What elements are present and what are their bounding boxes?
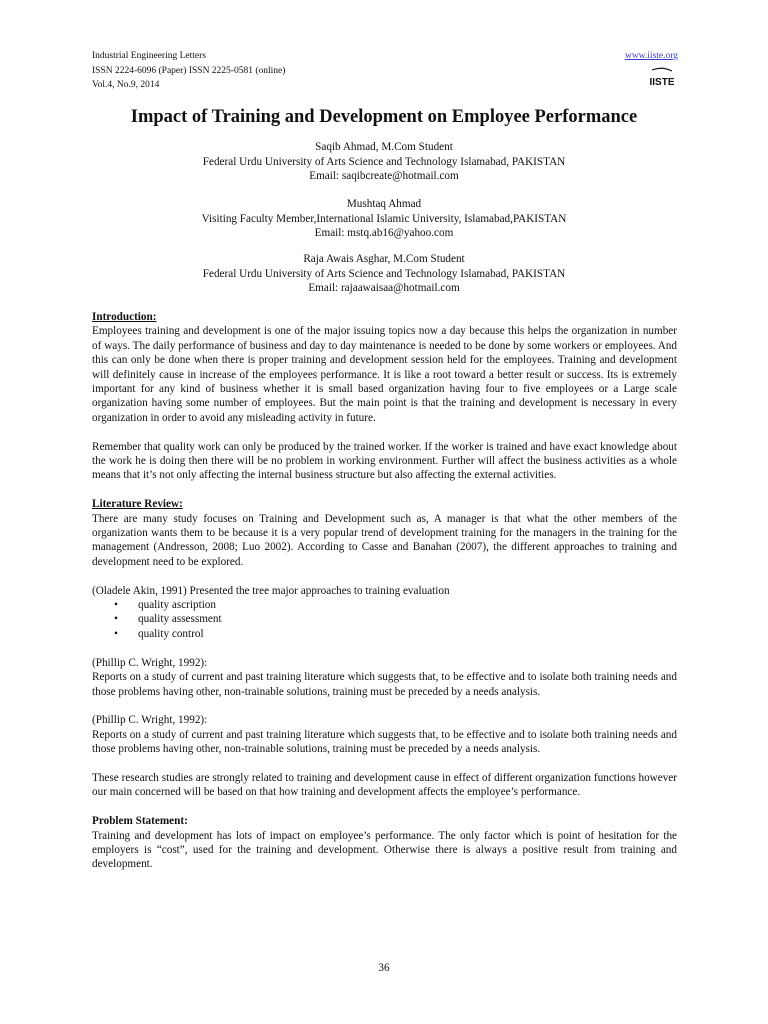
author-affiliation: Federal Urdu University of Arts Science and Technology Islamabad, PAKISTAN — [202, 267, 566, 280]
literature-review-heading: Literature Review: — [92, 498, 183, 511]
approaches-list — [92, 598, 677, 641]
journal-name: Industrial Engineering Letters — [92, 51, 206, 61]
author-email: Email: rajaawaisaa@hotmail.com — [308, 282, 460, 295]
bullet-icon: • — [114, 613, 118, 626]
author-email: Email: saqibcreate@hotmail.com — [309, 170, 459, 183]
author-email: Email: mstq.ab16@yahoo.com — [314, 227, 454, 240]
author-name: Mushtaq Ahmad — [346, 198, 422, 210]
list-item — [92, 598, 677, 612]
introduction-heading: Introduction: — [92, 311, 157, 323]
citation-1-text: Reports on a study of current and past training literature which suggests that, to be effective and to isolate both training needs and those problems having other, non-trainable solutions, training must be preceded by a needs analysis. — [92, 671, 677, 698]
citation-2: (Phillip C. Wright, 1992): — [92, 714, 208, 727]
journal-info — [92, 49, 680, 93]
author-name: Saqib Ahmad, M.Com Student — [315, 141, 453, 153]
list-item-text: quality ascription — [138, 599, 216, 612]
problem-statement-text: Training and development has lots of impact on employee’s performance. The only factor which is point of hesitation for the employers is “cost”, used for the training and development. Otherwise there is always a positive result from training and development. — [92, 829, 677, 871]
author-affiliation: Visiting Faculty Member,International Islamic University, Islamabad,PAKISTAN — [201, 212, 567, 225]
list-item — [92, 627, 677, 641]
author-affiliation: Federal Urdu University of Arts Science and Technology Islamabad, PAKISTAN — [202, 155, 566, 168]
author-block-3 — [40, 252, 728, 296]
page-number: 36 — [378, 962, 390, 974]
journal-volume: Vol.4, No.9, 2014 — [92, 80, 160, 90]
bullet-icon: • — [114, 599, 118, 612]
paper-body — [92, 310, 677, 886]
literature-review-intro: There are many study focuses on Training and Development such as, A manager is that what the other members of the organization wants them to be because it is a very popular trend of development training for the managers in the training for the management (Andresson, 2008; Luo 2002). According to Casse and Banahan (2007), the different approaches to training and development need to be explored. — [92, 512, 677, 568]
journal-issn: ISSN 2224-6096 (Paper) ISSN 2225-0581 (online) — [92, 65, 286, 76]
citation-1: (Phillip C. Wright, 1992): — [92, 656, 208, 669]
author-name: Raja Awais Asghar, M.Com Student — [303, 253, 465, 265]
approaches-lead: (Oladele Akin, 1991) Presented the tree major approaches to training evaluation — [92, 584, 450, 597]
author-block-1 — [40, 140, 728, 184]
journal-website-link[interactable]: www.iiste.org — [624, 51, 678, 61]
list-item-text: quality control — [138, 627, 204, 640]
problem-statement-heading: Problem Statement: — [92, 815, 188, 828]
introduction-paragraph-1: Employees training and development is one of the major issuing topics now a day because this helps the organization in number of ways. The daily performance of business and day to day maintenance is needed to be done by some workers or employees. And this can only be done when there is proper training and development session held for the employees. Training and development will definitely cause in increase of the employees performance. It is like a root toward a better result or success. Its is extremely important for any kind of business whether it is small based organization having four to five employees or a Large scale organization having some number of employees. But the main point is that the training and development is necessary in every organization in order to avoid any misleading activity in future. — [92, 325, 677, 424]
list-item — [92, 612, 677, 626]
paper-title: Impact of Training and Development on Employee Performance — [130, 107, 638, 127]
journal-header — [92, 49, 680, 94]
list-item-text: quality assessment — [138, 613, 222, 626]
author-block-2 — [40, 197, 728, 241]
iiste-logo — [649, 67, 675, 87]
svg-text:IISTE: IISTE — [649, 77, 675, 87]
bullet-icon: • — [114, 627, 118, 640]
introduction-paragraph-2: Remember that quality work can only be produced by the trained worker. If the worker is trained and have exact knowledge about the work he is doing then there will be no problem in working environment. Further will affect the business activities as a whole means that it’s not only affecting the internal business structure but also affecting the external activities. — [92, 440, 677, 482]
literature-review-closing: These research studies are strongly related to training and development cause in effect of different organization functions however our main concerned will be based on that how training and development affects the employee’s performance. — [92, 771, 677, 799]
citation-2-text: Reports on a study of current and past training literature which suggests that, to be effective and to isolate both training needs and those problems having other, non-trainable solutions, training must be preceded by a needs analysis. — [92, 728, 677, 756]
